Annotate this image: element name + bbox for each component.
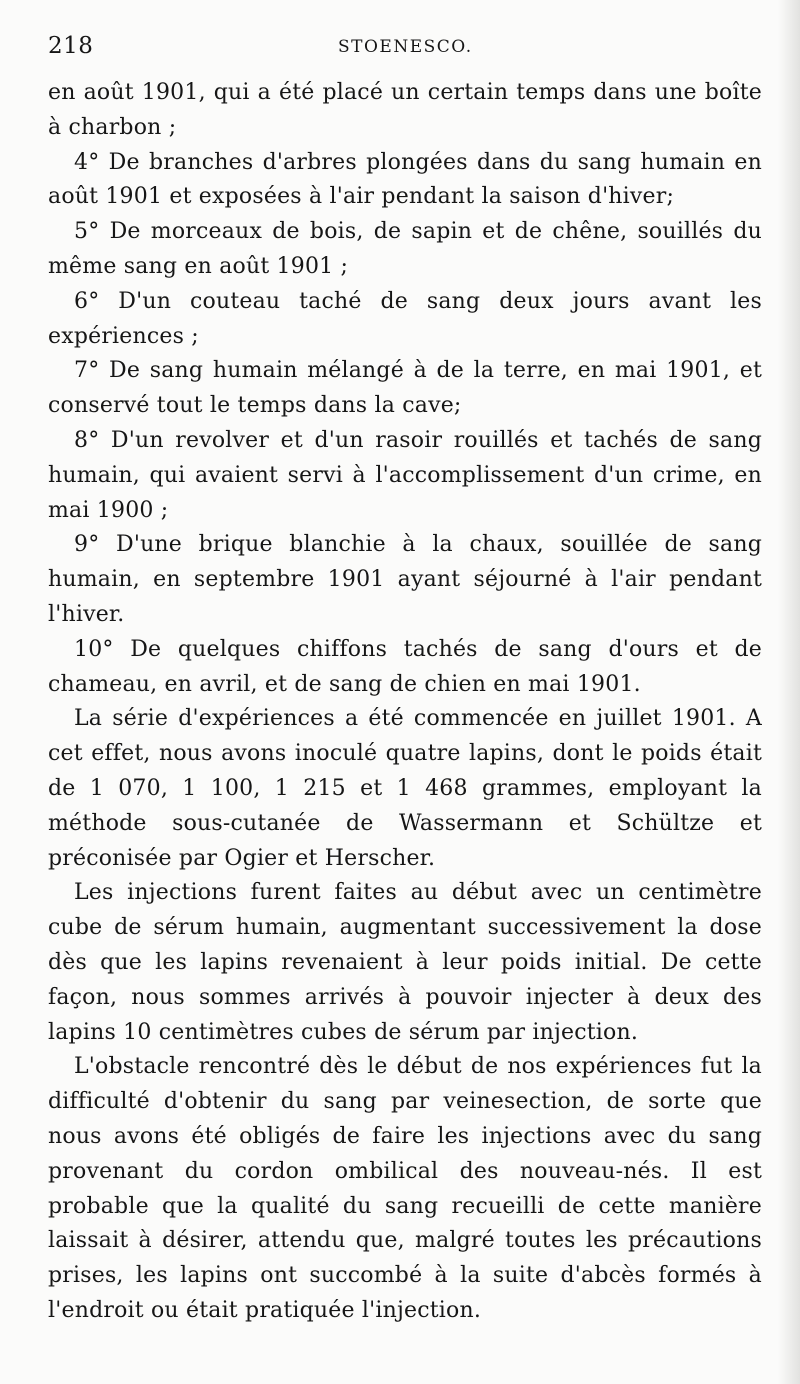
list-item-5: 5° De morceaux de bois, de sapin et de chêne, souillés du même sang en août 1901 ; <box>48 219 762 279</box>
paragraph-injections: Les injections furent faites au début avec un centimètre cube de sérum humain, augmentant successivement la dose dès que les lapins revenaient à leur poids initial. De cette façon, nous sommes arrivés à pouvoir injecter à deux des lapins 10 centimètres cubes de sérum par injection. <box>48 880 762 1045</box>
page-number: 218 <box>48 33 94 59</box>
paragraph-obstacle: L'obstacle rencontré dès le début de nos expériences fut la difficulté d'obtenir du sang par veinesection, de sorte que nous avons été obligés de faire les injections avec du sang provenant du cordon ombilical des nouveau-nés. Il est probable que la qualité du sang recueilli de cette manière laissait à désirer, attendu que, malgré toutes les précautions prises, les lapins ont succombé à la suite d'abcès formés à l'endroit ou était pratiquée l'injection. <box>48 1054 762 1323</box>
list-item-6: 6° D'un couteau taché de sang deux jours avant les expériences ; <box>48 288 762 349</box>
list-item-7: 7° De sang humain mélangé à de la terre, en mai 1901, et conservé tout le temps dans la cave; <box>48 358 762 419</box>
paragraph-continuation: en août 1901, qui a été placé un certain temps dans une boîte à charbon ; <box>48 80 762 140</box>
list-item-4: 4° De branches d'arbres plongées dans du sang humain en août 1901 et exposées à l'air pendant la saison d'hiver; <box>48 149 762 210</box>
page-header <box>48 33 760 73</box>
list-item-9: 9° D'une brique blanchie à la chaux, souillée de sang humain, en septembre 1901 ayant séjourné à l'air pendant l'hiver. <box>48 532 762 627</box>
list-item-10: 10° De quelques chiffons tachés de sang d'ours et de chameau, en avril, et de sang de chien en mai 1901. <box>48 636 762 697</box>
page-edge-shadow <box>778 0 800 1384</box>
body-text <box>48 76 762 1329</box>
list-item-8: 8° D'un revolver et d'un rasoir rouillés et tachés de sang humain, qui avaient servi à l'accomplissement d'un crime, en mai 1900 ; <box>48 427 762 523</box>
paragraph-experiment-series: La série d'expériences a été commencée en juillet 1901. A cet effet, nous avons inoculé quatre lapins, dont le poids était de 1 070, 1 100, 1 215 et 1 468 grammes, employant la méthode sous-cutanée de Wassermann et Schültze et préconisée par Ogier et Herscher. <box>48 706 762 871</box>
running-head: STOENESCO. <box>338 37 473 57</box>
